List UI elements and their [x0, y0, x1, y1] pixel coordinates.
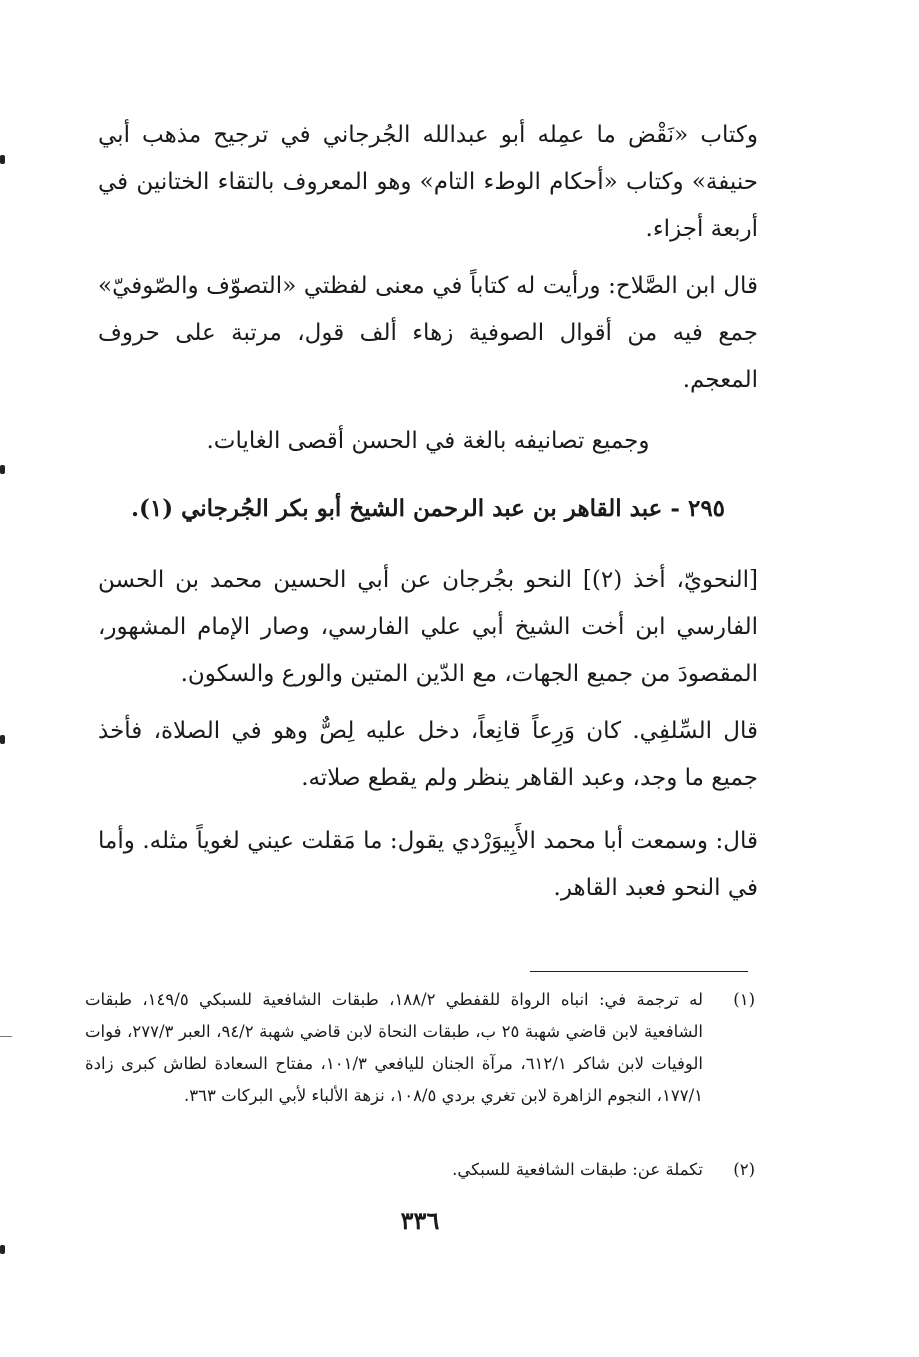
margin-mark: [0, 1245, 5, 1254]
margin-mark: [0, 155, 5, 164]
footnote-text: له ترجمة في: انباه الرواة للقفطي ١٨٨/٢، طبقات الشافعية للسبكي ١٤٩/٥، طبقات الشافعية لابن قاضي شهبة ٢٥ ب، طبقات النحاة لابن قاضي شهبة ٩٤/٢، العبر ٢٧٧/٣، فوات الوفيات لابن شاكر ٦١٢/١، مرآة الجنان لليافعي ١٠١/٣، مفتاح السعادة لطاش كبرى زادة ١٧٧/١، النجوم الزاهرة لابن تغري بردي ١٠٨/٥، نزهة الألباء لأبي البركات ٣٦٣.: [85, 990, 703, 1105]
footnote-text: تكملة عن: طبقات الشافعية للسبكي.: [452, 1160, 703, 1179]
footnote-number: (٢): [733, 1160, 755, 1179]
footnote-number: (١): [733, 990, 755, 1009]
footnote-separator: [530, 971, 748, 972]
paragraph-works-quality: وجميع تصانيفه بالغة في الحسن أقصى الغايات.: [206, 428, 650, 454]
paragraph-books: وكتاب «نَقْض ما عمِله أبو عبدالله الجُرجاني في ترجيح مذهب أبي حنيفة» وكتاب «أحكام الوطء التام» وهو المعروف بالتقاء الختانين في أربعة أجزاء.: [98, 122, 758, 242]
entry-heading: ٢٩٥ - عبد القاهر بن عبد الرحمن الشيخ أبو بكر الجُرجاني (١).: [130, 495, 726, 522]
paragraph-abiwardi: قال: وسمعت أبا محمد الأَبِيوَرْدي يقول: ما مَقلت عيني لغوياً مثله. وأما في النحو فعبد القاهر.: [98, 828, 758, 901]
paragraph-silafi: قال السِّلفِي. كان وَرِعاً قانِعاً، دخل عليه لِصٌّ وهو في الصلاة، فأخذ جميع ما وجد، وعبد القاهر ينظر ولم يقطع صلاته.: [98, 718, 758, 791]
margin-mark: [0, 465, 5, 474]
page-number: ٣٣٦: [400, 1206, 440, 1235]
paragraph-nahwi: [النحويّ، أخذ (٢)] النحو بجُرجان عن أبي الحسين محمد بن الحسن الفارسي ابن أخت الشيخ أبي علي الفارسي، وصار الإمام المشهور، المقصودَ من جميع الجهات، مع الدّين المتين والورع والسكون.: [98, 567, 758, 687]
footnote-2: [85, 1154, 755, 1186]
footnote-1: [85, 984, 755, 1112]
margin-mark: [0, 735, 5, 744]
scan-artifact: [0, 1036, 12, 1037]
paragraph-ibn-salah: قال ابن الصَّلاح: ورأيت له كتاباً في معنى لفظتي «التصوّف والصّوفيّ» جمع فيه من أقوال الصوفية زهاء ألف قول، مرتبة على حروف المعجم.: [98, 273, 758, 393]
